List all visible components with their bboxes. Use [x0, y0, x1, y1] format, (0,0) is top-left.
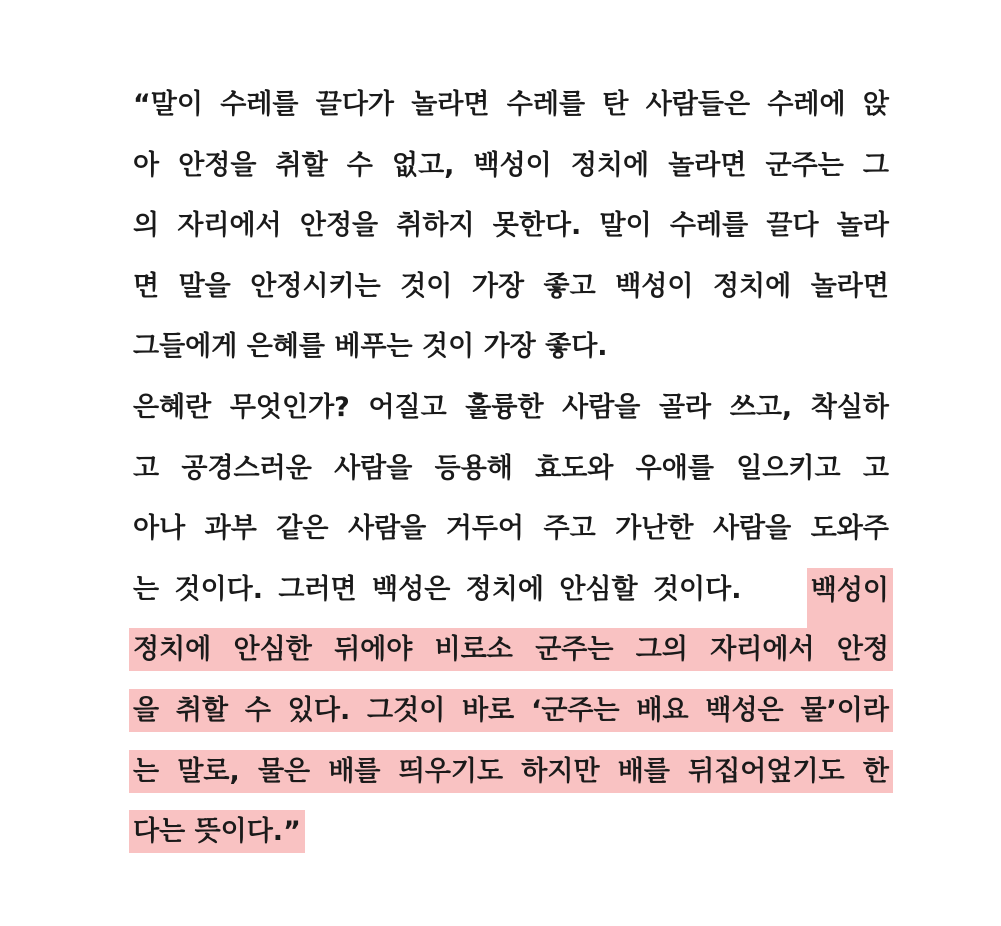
word: 놀라면: [411, 89, 490, 120]
word: 자리에서: [177, 210, 282, 242]
word: ‘군주는: [531, 694, 620, 726]
word: 놀라면: [668, 149, 747, 181]
word: 안정: [836, 634, 889, 666]
word: 사람을: [334, 452, 413, 484]
word: 취하지: [396, 210, 475, 242]
text-line-split: [133, 568, 889, 629]
word: 앉: [862, 89, 889, 120]
word: 하지만: [521, 755, 600, 787]
word: 훌륭한: [465, 391, 544, 423]
word: “말이: [133, 89, 203, 120]
word: 놀라면: [810, 270, 889, 302]
word: 놀라: [836, 210, 889, 242]
highlighted-text: 백성이: [807, 568, 893, 629]
word: 우애를: [635, 452, 714, 484]
word: 을: [133, 694, 160, 726]
word: 무엇인가?: [229, 391, 350, 423]
word: 정치에: [570, 149, 650, 181]
word: 물은: [257, 755, 311, 787]
word: 도와주: [810, 513, 889, 545]
highlighted-line: [129, 689, 893, 732]
text-line: [133, 265, 889, 326]
word: 취할: [275, 149, 328, 181]
word: 등용해: [434, 452, 513, 484]
word: 군주는: [765, 149, 844, 181]
word: 못한다.: [492, 210, 582, 242]
word: 가난한: [615, 513, 694, 545]
word: 면: [133, 270, 160, 302]
word: 끌다: [766, 210, 819, 242]
word: 의: [133, 210, 160, 242]
text-line: [133, 204, 889, 265]
word: 띄우기도: [398, 755, 504, 787]
word: 뒤집어엎기도: [688, 755, 845, 787]
word: 수레를: [220, 89, 299, 120]
word: 효도와: [535, 452, 614, 484]
text-line: [133, 83, 889, 144]
word: 수: [244, 694, 271, 726]
word: 탄: [602, 89, 629, 120]
highlighted-line: [129, 750, 893, 793]
word: 수레를: [669, 210, 749, 242]
word: 일으키고: [736, 452, 841, 484]
word: 주고: [543, 513, 596, 545]
word: 사람을: [562, 391, 641, 423]
word: 그것이: [367, 694, 446, 726]
word: 고: [862, 452, 889, 484]
text-line: [133, 447, 889, 508]
word: 거두어: [445, 513, 525, 545]
word: 배를: [617, 755, 670, 787]
word: 수레를: [506, 89, 586, 120]
word: 수레에: [767, 89, 846, 120]
word: 고: [133, 452, 160, 484]
highlighted-line: [129, 628, 893, 671]
word: 물’이라: [800, 694, 889, 726]
word: 자리에서: [710, 634, 815, 666]
word: 좋고: [543, 270, 596, 302]
text-line: [133, 325, 889, 386]
word: 안심한: [233, 634, 312, 666]
word: 안정을: [299, 210, 379, 242]
word: 바로: [462, 694, 515, 726]
word: 말로,: [177, 755, 240, 787]
text-line: [133, 507, 889, 568]
text-line: [133, 144, 889, 205]
highlighted-text: 다는 뜻이다.”: [129, 810, 305, 853]
word: 쓰고,: [729, 391, 793, 423]
word: 가장: [471, 270, 525, 302]
text-line-content: 그들에게 은혜를 베푸는 것이 가장 좋다.: [133, 331, 608, 363]
word: 아: [133, 149, 160, 181]
highlighted-line: [133, 810, 889, 871]
word: 백성이: [615, 270, 694, 302]
word: 없고,: [391, 149, 455, 181]
word: 공경스러운: [181, 452, 312, 484]
word: 수: [346, 149, 373, 181]
word: 군주는: [535, 634, 614, 666]
word: 것이: [400, 270, 453, 302]
word: 끌다가: [315, 89, 394, 120]
word: 사람을: [348, 513, 427, 545]
word: 배를: [328, 755, 381, 787]
word: 말을: [178, 270, 231, 302]
word: 정치에: [133, 634, 212, 666]
word: 그의: [635, 634, 688, 666]
word: 같은: [276, 513, 329, 545]
word: 사람을: [712, 513, 792, 545]
word: 과부: [204, 513, 257, 545]
word: 백성이: [473, 149, 552, 181]
word: 백성은: [705, 694, 784, 726]
word: 어질고: [368, 391, 447, 423]
word: 배요: [636, 694, 689, 726]
word: 그: [862, 149, 889, 181]
word: 아나: [133, 513, 186, 545]
text-line-content: 는 것이다. 그러면 백성은 정치에 안심할 것이다.: [133, 573, 742, 605]
word: 는: [133, 755, 160, 787]
word: 한: [862, 755, 889, 787]
word: 은혜란: [133, 391, 212, 423]
word: 사람들은: [645, 89, 751, 120]
word: 말이: [599, 210, 652, 242]
word: 비로소: [434, 634, 513, 666]
word: 안정시키는: [250, 270, 381, 302]
word: 취할: [175, 694, 229, 726]
text-line: [133, 386, 889, 447]
word: 착실하: [810, 391, 889, 423]
word: 있다.: [287, 694, 351, 726]
word: 골라: [658, 391, 712, 423]
word: 안정을: [178, 149, 257, 181]
word: 뒤에야: [334, 634, 413, 666]
word: 정치에: [712, 270, 792, 302]
passage-text: [133, 83, 889, 871]
